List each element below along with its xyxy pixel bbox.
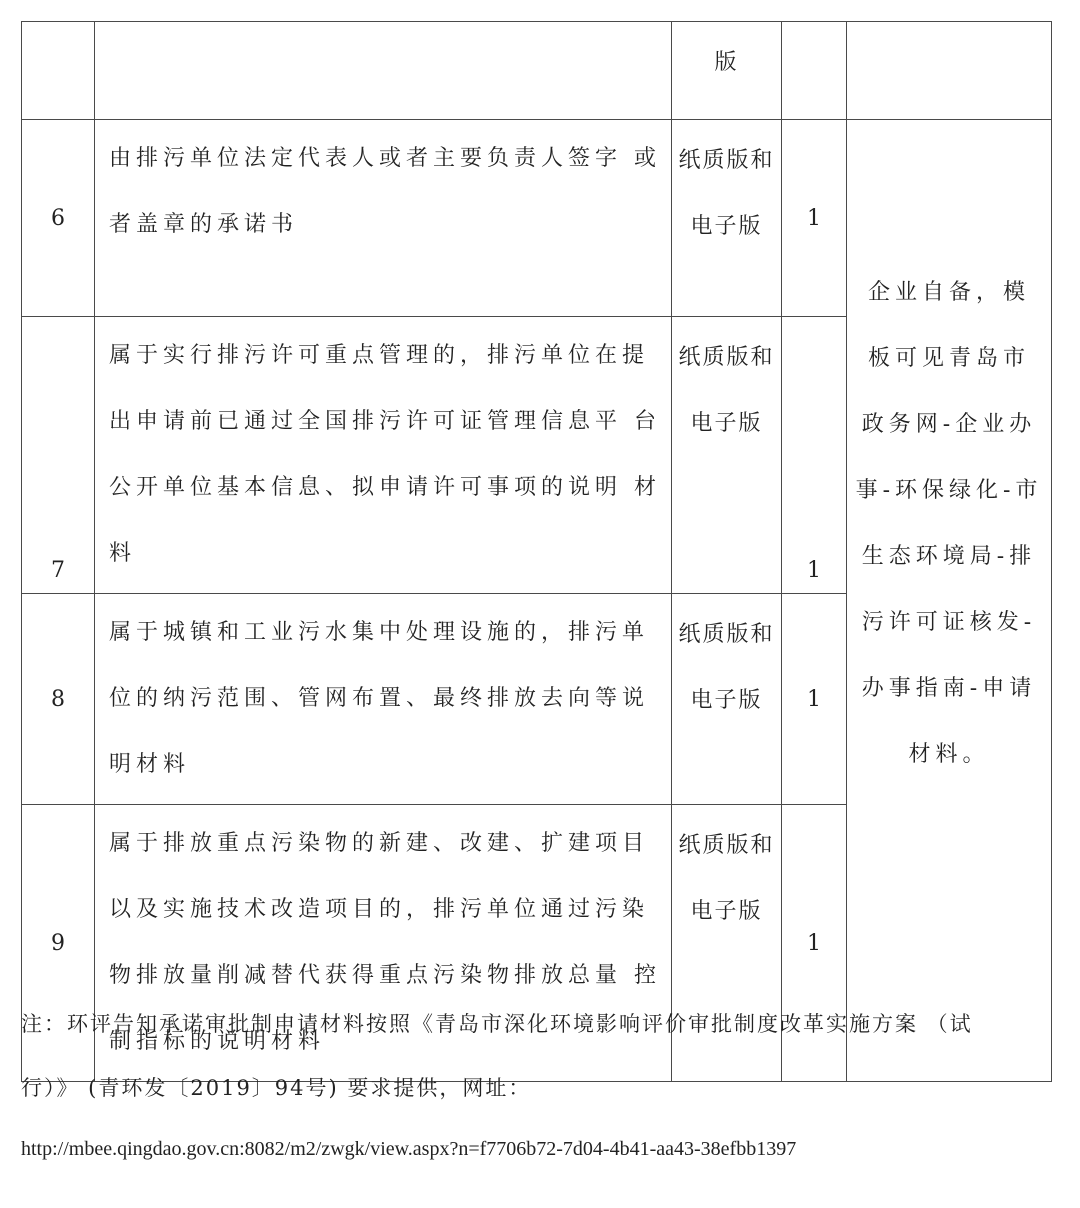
row-number: 8 [22, 594, 95, 805]
row-form-cell: 版 [672, 22, 782, 120]
note-line-2: 行）》 (青环发〔2019〕94号) 要求提供，网址： [21, 1076, 532, 1100]
remark-cell: 企业自备，模板可见青岛市政务网-企业办事-环保绿化-市生态环境局-排污许可证核发-办事指南-申请材料。 [847, 120, 1052, 1082]
row-number: 7 [22, 317, 95, 594]
table-row-continued [22, 22, 1052, 120]
row-form: 纸质版和电子版 [672, 805, 782, 1082]
row-count: 1 [782, 120, 847, 317]
row-description: 由排污单位法定代表人或者主要负责人签字 或者盖章的承诺书 [95, 120, 672, 317]
row-desc-cell [95, 22, 672, 120]
row-description: 属于实行排污许可重点管理的，排污单位在提 出申请前已通过全国排污许可证管理信息平 台公开单位基本信息、拟申请许可事项的说明 材料 [95, 317, 672, 594]
row-count-cell [782, 22, 847, 120]
row-number-cell [22, 22, 95, 120]
row-form: 纸质版和电子版 [672, 594, 782, 805]
table-row [22, 120, 1052, 317]
note-url[interactable]: http://mbee.qingdao.gov.cn:8082/m2/zwgk/view.aspx?n=f7706b72-7d04-4b41-aa43-38efbb1397 [21, 1138, 797, 1160]
row-number: 9 [22, 805, 95, 1082]
materials-table [21, 21, 1052, 1082]
note-line-1: 注：环评告知承诺审批制申请材料按照《青岛市深化环境影响评价审批制度改革实施方案 （试 [21, 1012, 973, 1036]
row-number: 6 [22, 120, 95, 317]
row-form: 纸质版和电子版 [672, 317, 782, 594]
top-remark-cell [847, 22, 1052, 120]
row-description: 属于排放重点污染物的新建、改建、扩建项目 以及实施技术改造项目的，排污单位通过污染 物排放量削减替代获得重点污染物排放总量 控制指标的说明材料 [95, 805, 672, 1082]
row-description: 属于城镇和工业污水集中处理设施的，排污单 位的纳污范围、管网布置、最终排放去向等说 明材料 [95, 594, 672, 805]
row-count: 1 [782, 594, 847, 805]
row-count: 1 [782, 317, 847, 594]
row-count: 1 [782, 805, 847, 1082]
row-form: 纸质版和电子版 [672, 120, 782, 317]
